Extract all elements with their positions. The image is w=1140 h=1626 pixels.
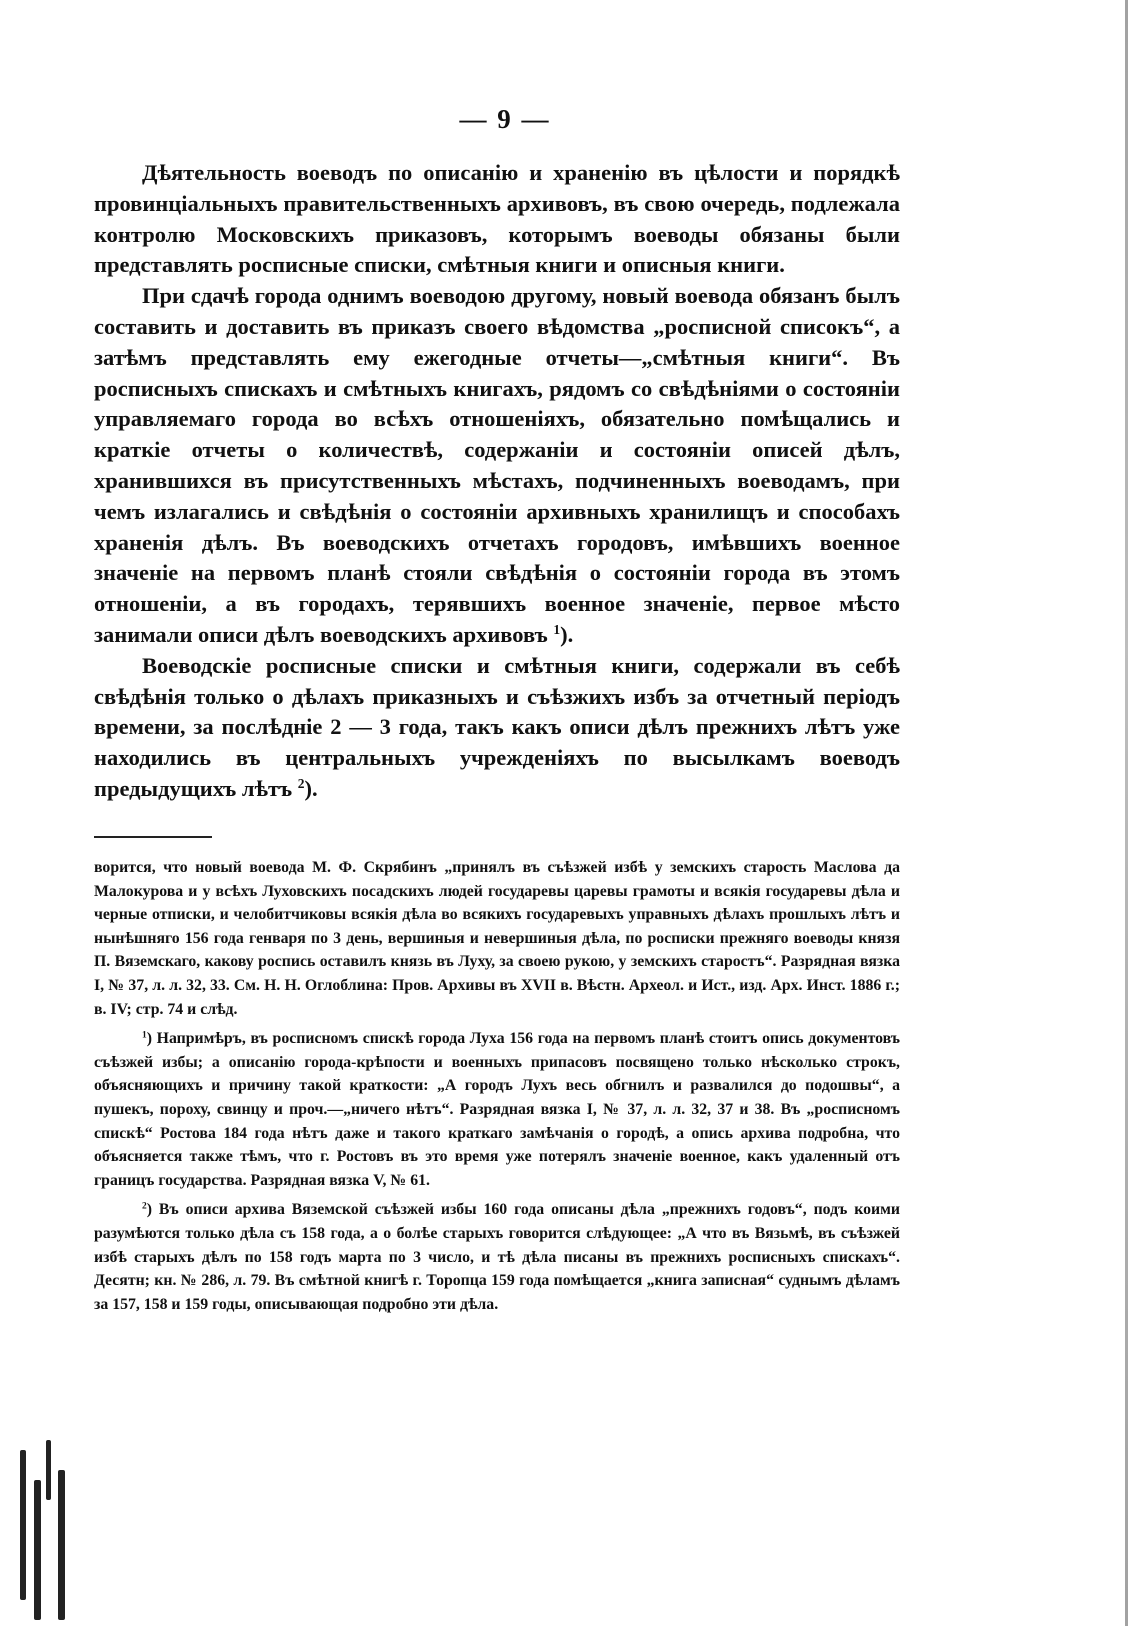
footnote-ref-1[interactable]: 1: [553, 621, 561, 637]
paragraph-2-text: При сдачѣ города однимъ воеводою другому, новый воевода обязанъ былъ составить и доставить въ приказъ своего вѣдомства „росписной списокъ“, а затѣмъ представлять ему ежегодные отчеты—„смѣтныя книги“. Въ росписныхъ спискахъ и смѣтныхъ книгахъ, рядомъ со свѣдѣніями о состояніи управляемаго города во всѣхъ отношеніяхъ, обязательно помѣщались и краткіе отчеты о количествѣ, содержаніи и состояніи описей дѣлъ, хранившихся въ присутственныхъ мѣстахъ, подчиненныхъ воеводамъ, при чемъ излагались и свѣдѣнія о состояніи архивныхъ хранилищъ и способахъ храненія дѣлъ. Въ воеводскихъ отчетахъ городовъ, имѣвшихъ военное значеніе на первомъ планѣ стояли свѣдѣнія о состояніи города въ этомъ отношеніи, а въ городахъ, терявшихъ военное значеніе, первое мѣсто занимали описи дѣлъ воеводскихъ архивовъ: [94, 283, 900, 647]
footnote-divider: [94, 836, 212, 838]
main-text: [94, 158, 900, 805]
binding-mark: [20, 1450, 26, 1600]
paragraph-3-text: Воеводскіе росписные списки и смѣтныя книги, содержали въ себѣ свѣдѣнія только о дѣлахъ приказныхъ и съѣзжихъ избъ за отчетный періодъ времени, за послѣдніе 2 — 3 года, такъ какъ описи дѣлъ прежнихъ лѣтъ уже находились въ центральныхъ учрежденіяхъ по высылкамъ воеводъ предыдущихъ лѣтъ: [94, 652, 900, 801]
paragraph-3: [94, 651, 900, 805]
page-number: — 9 —: [459, 104, 551, 134]
footnote-1: [94, 1027, 900, 1192]
page-edge-shadow: [1125, 0, 1128, 1626]
binding-marks: [0, 1440, 80, 1626]
binding-mark: [34, 1480, 41, 1620]
footnote-continuation: ворится, что новый воевода М. Ф. Скрябинъ „принялъ въ съѣзжей избѣ у земскихъ старость Маслова да Малокурова и у всѣхъ Луховскихъ посадскихъ людей государевы царевы грамоты и всякія государевы дѣла и черные отписки, и челобитчиковы всякія дѣла во всякихъ государевыхъ управныхъ дѣлахъ прошлыхъ лѣтъ и нынѣшняго 156 года генваря по 3 день, вершиныя и невершиныя дѣла, по росписки прежняго воеводы князя П. Вяземскаго, какову роспись оставилъ князь въ Луху, за своею рукою, у земскихъ старостъ“. Разрядная вязка I, № 37, л. л. 32, 33. См. Н. Н. Оглоблина: Пров. Архивы въ XVII в. Вѣстн. Археол. и Ист., изд. Арх. Инст. 1886 г.; в. IV; стр. 74 и слѣд.: [94, 859, 900, 1018]
paragraph-2: [94, 281, 900, 651]
paragraph-3-tail: ).: [304, 775, 318, 801]
footnote-ref-2[interactable]: 2: [297, 775, 305, 791]
paragraph-1: Дѣятельность воеводъ по описанію и храненію въ цѣлости и порядкѣ провинціальныхъ правительственныхъ архивовъ, въ свою очередь, подлежала контролю Московскихъ приказовъ, которымъ воеводы обязаны были представлять росписные списки, смѣтныя книги и описныя книги.: [94, 160, 900, 278]
footnotes: [94, 856, 900, 1316]
footnote-1-text: ) Напримѣръ, въ росписномъ спискѣ города Луха 156 года на первомъ планѣ стоитъ опись документовъ съѣзжей избы; а описанію города-крѣпости и военныхъ припасовъ посвящено только нѣсколько строкъ, объясняющихъ и причину такой краткости: „А городъ Лухъ весь обгнилъ и развалился до подошвы“, а пушекъ, пороху, свинцу и проч.—„ничего нѣтъ“. Разрядная вязка I, № 37, л. л. 32, 37 и 38. Въ „росписномъ спискѣ“ Ростова 184 года нѣтъ даже и такого краткаго замѣчанія о городѣ, а опись архива подробна, что объясняется также тѣмъ, что г. Ростовъ въ это время уже потерялъ значеніе военное, какъ удаленный отъ границъ государства. Разрядная вязка V, № 61.: [94, 1030, 900, 1189]
binding-mark: [58, 1470, 65, 1620]
footnote-marker-1: 1: [142, 1030, 147, 1041]
paragraph-2-tail: ).: [560, 621, 574, 647]
binding-mark: [46, 1440, 51, 1500]
footnote-2: [94, 1198, 900, 1316]
footnote-2-text: ) Въ описи архива Вяземской съѣзжей избы 160 года описаны дѣла „прежнихъ годовъ“, подъ коими разумѣются только дѣла съ 158 года, а о болѣе старыхъ говорится слѣдующее: „А что въ Вязьмѣ, въ съѣзжей избѣ старыхъ дѣлъ по 158 годъ марта по 3 число, и тѣ дѣла писаны въ прежнихъ росписныхъ спискахъ“. Десятн; кн. № 286, л. 79. Въ смѣтной книгѣ г. Торопца 159 года помѣщается „книга записная“ суднымъ дѣламъ за 157, 158 и 159 годы, описывающая подробно эти дѣла.: [94, 1201, 900, 1313]
footnote-marker-2: 2: [142, 1201, 147, 1212]
